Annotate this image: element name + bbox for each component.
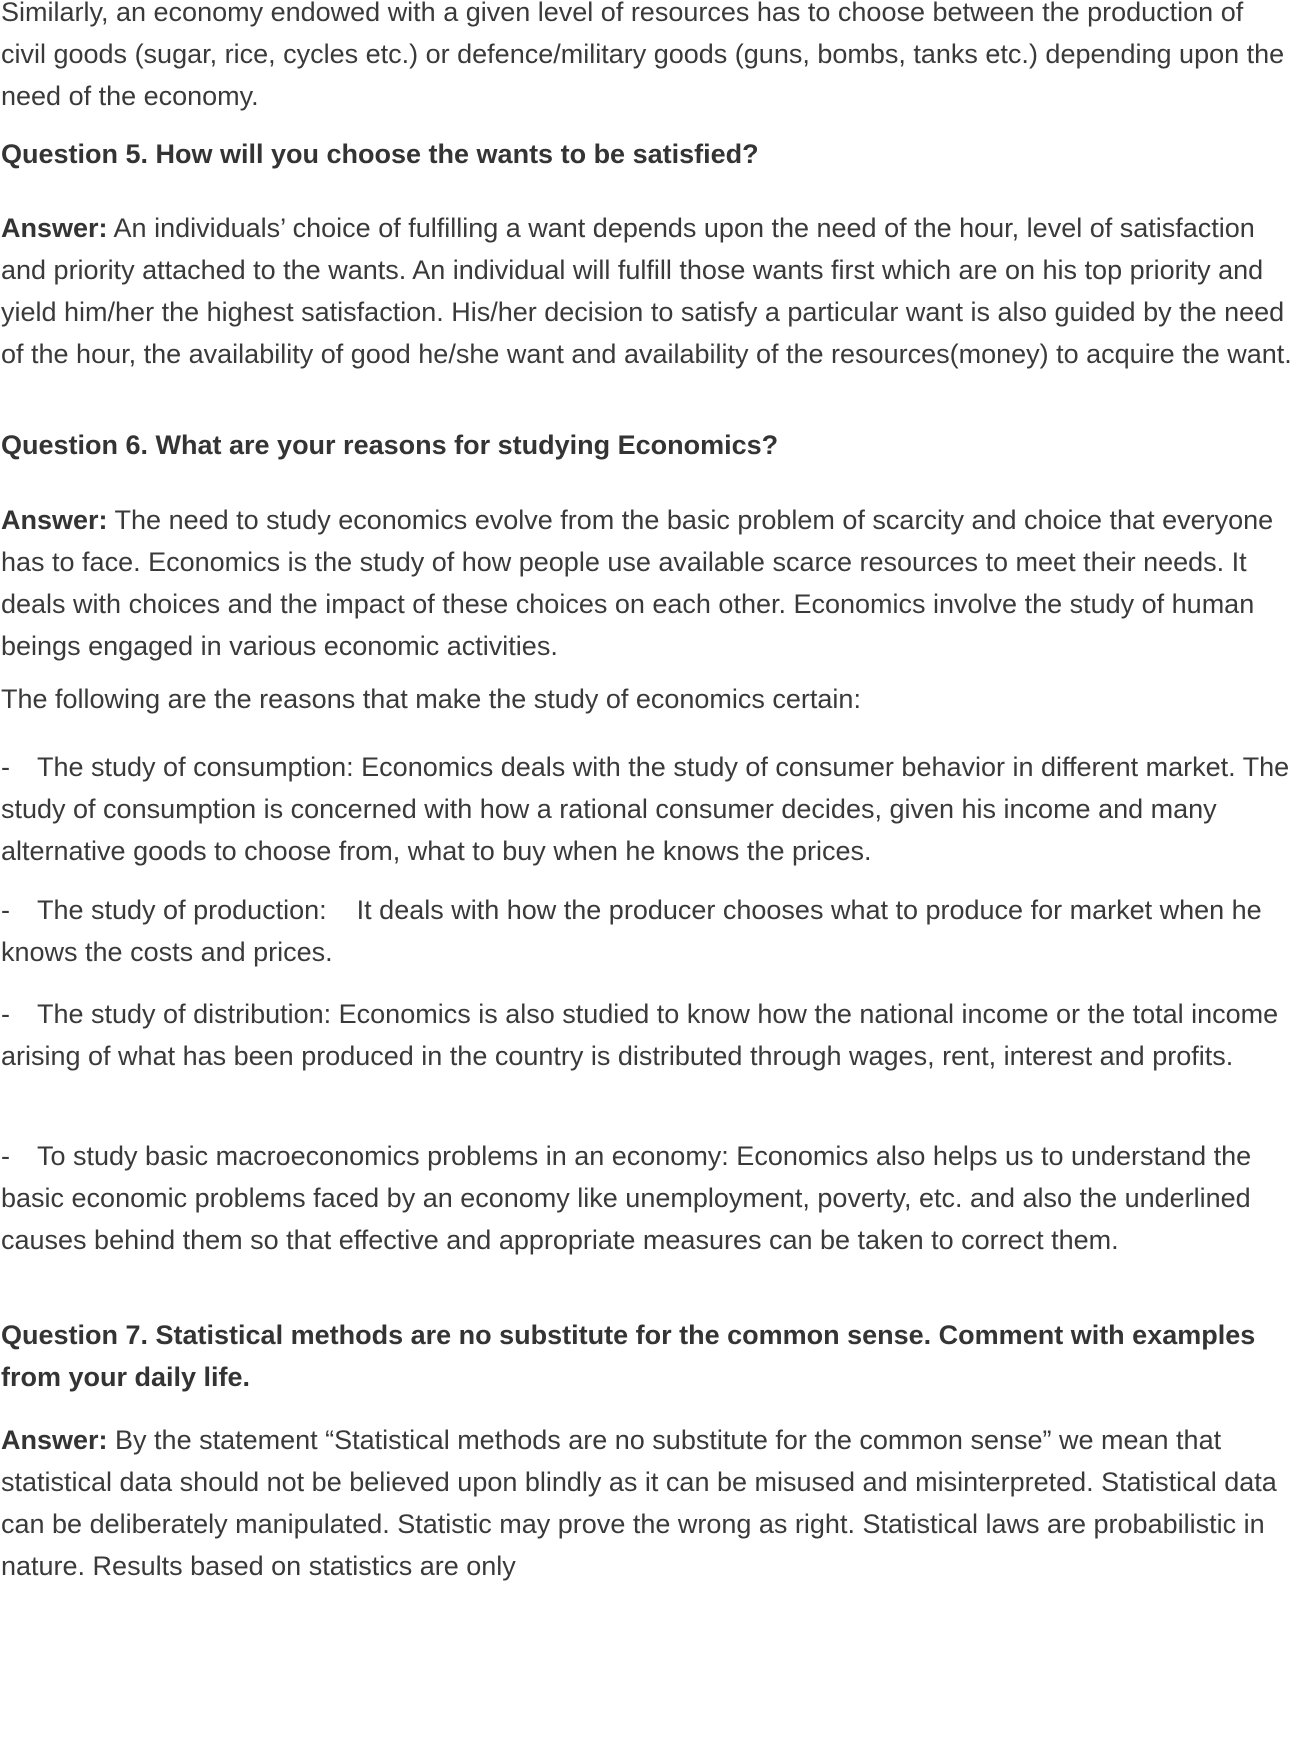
answer-label: Answer: (1, 213, 108, 243)
list-item-text: To study basic macroeconomics problems in an economy: Economics also helps us to understand the basic economic problems faced by an economy like unemployment, poverty, etc. and also the underlined causes behind them so that effective and appropriate measures can be taken to correct them. (1, 1141, 1252, 1255)
list-item-text: The study of distribution: Economics is also studied to know how the national income or the total income arising of what has been produced in the country is distributed through wages, rent, interest and profits. (1, 999, 1279, 1071)
bullet-dash: - (1, 1141, 10, 1171)
list-item (1, 746, 1293, 872)
answer-5-text: An individuals’ choice of fulfilling a want depends upon the need of the hour, level of satisfaction and priority attached to the wants. An individual will fulfill those wants first which are on his top priority and yield him/her the highest satisfaction. His/her decision to satisfy a particular want is also guided by the need of the hour, the availability of good he/she want and availability of the resources(money) to acquire the want. (1, 213, 1292, 369)
bullet-dash: - (1, 999, 10, 1029)
list-item (1, 1135, 1293, 1261)
question-5-heading: Question 5. How will you choose the wants to be satisfied? (1, 139, 759, 169)
answer-label: Answer: (1, 505, 108, 535)
question-6-heading: Question 6. What are your reasons for studying Economics? (1, 430, 779, 460)
answer-5-paragraph (1, 207, 1293, 375)
answer-6-paragraph (1, 499, 1293, 667)
list-item (1, 993, 1293, 1077)
bullet-dash: - (1, 895, 10, 925)
reasons-intro: The following are the reasons that make the study of economics certain: (1, 684, 861, 714)
answer-label: Answer: (1, 1425, 108, 1455)
answer-7-paragraph (1, 1419, 1293, 1587)
bullet-dash: - (1, 752, 10, 782)
intro-paragraph: Similarly, an economy endowed with a given level of resources has to choose between the production of civil goods (sugar, rice, cycles etc.) or defence/military goods (guns, bombs, tanks etc.) depending upon the need of the economy. (1, 0, 1285, 111)
question-7-heading: Question 7. Statistical methods are no substitute for the common sense. Comment with examples from your daily life. (1, 1320, 1256, 1392)
answer-7-text: By the statement “Statistical methods are no substitute for the common sense” we mean that statistical data should not be believed upon blindly as it can be misused and misinterpreted. Statistical data can be deliberately manipulated. Statistic may prove the wrong as right. Statistical laws are probabilistic in nature. Results based on statistics are only (1, 1425, 1277, 1581)
list-item-text: The study of consumption: Economics deals with the study of consumer behavior in different market. The study of consumption is concerned with how a rational consumer decides, given his income and many alternative goods to choose from, what to buy when he knows the prices. (1, 752, 1290, 866)
answer-6-text: The need to study economics evolve from the basic problem of scarcity and choice that everyone has to face. Economics is the study of how people use available scarce resources to meet their needs. It deals with choices and the impact of these choices on each other. Economics involve the study of human beings engaged in various economic activities. (1, 505, 1274, 661)
list-item-text: The study of production: It deals with how the producer chooses what to produce for market when he knows the costs and prices. (1, 895, 1270, 967)
list-item (1, 889, 1293, 973)
